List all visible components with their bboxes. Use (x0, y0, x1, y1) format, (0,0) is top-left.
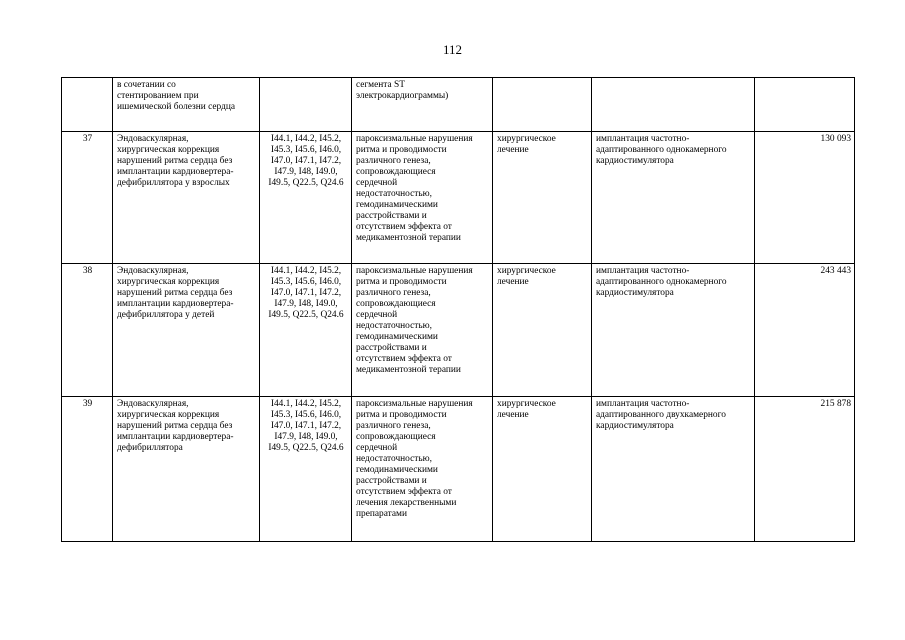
service-name-line: Эндоваскулярная, (117, 134, 189, 144)
service-name-line: хирургическая коррекция (117, 277, 220, 287)
patient-model-line: различного генеза, (356, 156, 431, 166)
service-name-cell (113, 132, 260, 264)
patient-model-line: лечения лекарственными (356, 498, 457, 508)
treatment-method-cell (592, 264, 755, 397)
row-number-cell (62, 78, 113, 132)
treatment-method-line: кардиостимулятора (596, 421, 674, 431)
service-name-line: имплантации кардиовертера- (117, 167, 234, 177)
cost-cell: 130 093 (755, 132, 855, 264)
row-number-cell: 39 (62, 397, 113, 542)
icd-codes-line: I44.1, I44.2, I45.2, (270, 399, 342, 409)
patient-model-line: сердечной (356, 178, 398, 188)
patient-model-cell (352, 264, 493, 397)
icd-codes-line: I47.9, I48, I49.0, (274, 432, 338, 442)
icd-codes-cell (260, 132, 352, 264)
patient-model-line: медикаментозной терапии (356, 365, 461, 375)
patient-model-line: расстройствами и (356, 343, 427, 353)
patient-model-line: гемодинамическими (356, 200, 438, 210)
row-number-cell: 37 (62, 132, 113, 264)
service-name-line: нарушений ритма сердца без (117, 288, 233, 298)
icd-codes-line: I45.3, I45.6, I46.0, (270, 410, 342, 420)
treatment-type-line: хирургическое (497, 399, 556, 409)
patient-model-line: пароксизмальные нарушения (356, 399, 473, 409)
treatment-method-cell (592, 78, 755, 132)
patient-model-cell (352, 132, 493, 264)
patient-model-line: различного генеза, (356, 288, 431, 298)
row-number-cell: 38 (62, 264, 113, 397)
patient-model-line: ритма и проводимости (356, 410, 447, 420)
patient-model-line: расстройствами и (356, 476, 427, 486)
treatment-method-line: адаптированного однокамерного (596, 145, 727, 155)
patient-model-line: отсутствием эффекта от (356, 487, 452, 497)
icd-codes-line: I47.0, I47.1, I47.2, (270, 156, 342, 166)
service-name-line: ишемической болезни сердца (117, 102, 236, 112)
service-name-line: Эндоваскулярная, (117, 266, 189, 276)
patient-model-line: сопровождающиеся (356, 299, 436, 309)
patient-model-line: отсутствием эффекта от (356, 354, 452, 364)
icd-codes-cell (260, 264, 352, 397)
icd-codes-line: I45.3, I45.6, I46.0, (270, 145, 342, 155)
service-name-line: хирургическая коррекция (117, 145, 220, 155)
treatment-type-line: лечение (497, 277, 529, 287)
treatment-type-cell (493, 397, 592, 542)
patient-model-line: недостаточностью, (356, 189, 432, 199)
services-table (61, 77, 855, 542)
treatment-method-cell (592, 132, 755, 264)
treatment-type-cell (493, 132, 592, 264)
patient-model-line: сердечной (356, 310, 398, 320)
patient-model-line: сопровождающиеся (356, 167, 436, 177)
page-number: 112 (442, 42, 463, 57)
treatment-method-line: адаптированного однокамерного (596, 277, 727, 287)
treatment-method-line: имплантация частотно- (596, 399, 690, 409)
cost-cell: 215 878 (755, 397, 855, 542)
cost-cell: 243 443 (755, 264, 855, 397)
treatment-type-cell (493, 78, 592, 132)
treatment-method-line: кардиостимулятора (596, 288, 674, 298)
patient-model-line: препаратами (356, 509, 407, 519)
patient-model-line: гемодинамическими (356, 465, 438, 475)
icd-codes-line: I47.0, I47.1, I47.2, (270, 421, 342, 431)
patient-model-line: сопровождающиеся (356, 432, 436, 442)
cost-cell (755, 78, 855, 132)
icd-codes-line: I45.3, I45.6, I46.0, (270, 277, 342, 287)
icd-codes-cell (260, 78, 352, 132)
treatment-method-cell (592, 397, 755, 542)
patient-model-line: пароксизмальные нарушения (356, 134, 473, 144)
icd-codes-line: I47.9, I48, I49.0, (274, 299, 338, 309)
icd-codes-line: I47.0, I47.1, I47.2, (270, 288, 342, 298)
treatment-method-line: имплантация частотно- (596, 134, 690, 144)
icd-codes-line: I44.1, I44.2, I45.2, (270, 266, 342, 276)
patient-model-cell (352, 397, 493, 542)
service-name-line: в сочетании со (117, 80, 176, 90)
icd-codes-line: I49.5, Q22.5, Q24.6 (268, 310, 344, 320)
service-name-line: нарушений ритма сердца без (117, 421, 233, 431)
table-row (62, 132, 855, 264)
service-name-line: имплантации кардиовертера- (117, 432, 234, 442)
treatment-type-cell (493, 264, 592, 397)
patient-model-line: различного генеза, (356, 421, 431, 431)
service-name-line: дефибриллятора у детей (117, 310, 215, 320)
table-row (62, 397, 855, 542)
patient-model-cell (352, 78, 493, 132)
service-name-line: Эндоваскулярная, (117, 399, 189, 409)
patient-model-line: сердечной (356, 443, 398, 453)
patient-model-line: расстройствами и (356, 211, 427, 221)
service-name-cell (113, 397, 260, 542)
icd-codes-line: I49.5, Q22.5, Q24.6 (268, 178, 344, 188)
patient-model-line: гемодинамическими (356, 332, 438, 342)
icd-codes-line: I44.1, I44.2, I45.2, (270, 134, 342, 144)
treatment-method-line: адаптированного двухкамерного (596, 410, 726, 420)
treatment-type-line: лечение (497, 145, 529, 155)
icd-codes-line: I49.5, Q22.5, Q24.6 (268, 443, 344, 453)
patient-model-line: недостаточностью, (356, 454, 432, 464)
patient-model-line: сегмента ST (356, 80, 405, 90)
treatment-method-line: имплантация частотно- (596, 266, 690, 276)
service-name-line: имплантации кардиовертера- (117, 299, 234, 309)
patient-model-line: ритма и проводимости (356, 277, 447, 287)
service-name-line: дефибриллятора (117, 443, 183, 453)
service-name-cell (113, 264, 260, 397)
service-name-line: нарушений ритма сердца без (117, 156, 233, 166)
patient-model-line: недостаточностью, (356, 321, 432, 331)
table-row (62, 264, 855, 397)
icd-codes-cell (260, 397, 352, 542)
patient-model-line: пароксизмальные нарушения (356, 266, 473, 276)
patient-model-line: отсутствием эффекта от (356, 222, 452, 232)
treatment-method-line: кардиостимулятора (596, 156, 674, 166)
patient-model-line: ритма и проводимости (356, 145, 447, 155)
treatment-type-line: хирургическое (497, 266, 556, 276)
service-name-line: хирургическая коррекция (117, 410, 220, 420)
table-row (62, 78, 855, 132)
icd-codes-line: I47.9, I48, I49.0, (274, 167, 338, 177)
treatment-type-line: лечение (497, 410, 529, 420)
service-name-line: дефибриллятора у взрослых (117, 178, 230, 188)
patient-model-line: электрокардиограммы) (356, 91, 449, 101)
patient-model-line: медикаментозной терапии (356, 233, 461, 243)
service-name-cell (113, 78, 260, 132)
treatment-type-line: хирургическое (497, 134, 556, 144)
service-name-line: стентированием при (117, 91, 199, 101)
